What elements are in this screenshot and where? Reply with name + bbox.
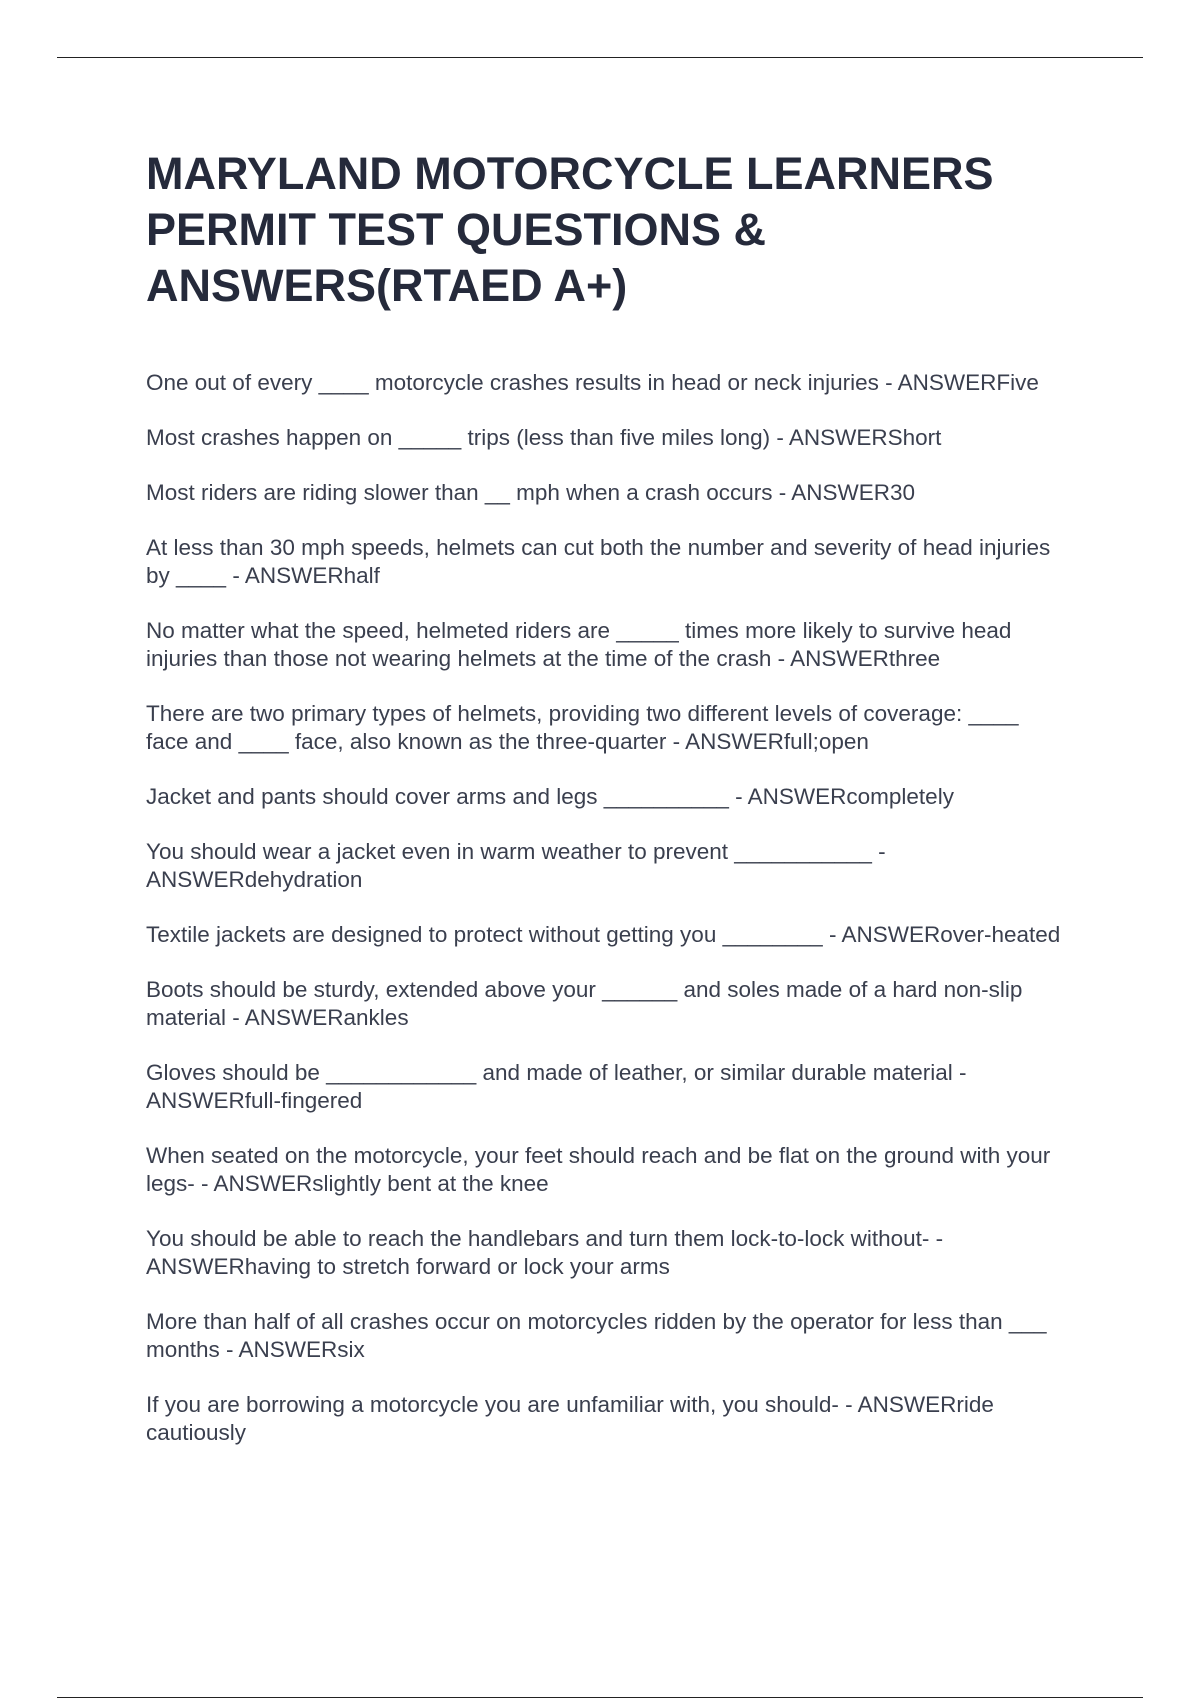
qa-item: Textile jackets are designed to protect without getting you ________ - ANSWERover-heated (146, 922, 1061, 947)
qa-item: At less than 30 mph speeds, helmets can cut both the number and severity of head injuries by ____ - ANSWERhalf (146, 535, 1051, 588)
qa-item: Gloves should be ____________ and made of leather, or similar durable material - ANSWERfull-fingered (146, 1060, 967, 1113)
qa-item: More than half of all crashes occur on motorcycles ridden by the operator for less than ___ months - ANSWERsix (146, 1309, 1047, 1362)
qa-item: You should wear a jacket even in warm weather to prevent ___________ - ANSWERdehydration (146, 839, 886, 892)
qa-item: There are two primary types of helmets, providing two different levels of coverage: ____ face and ____ face, also known as the three-quarter - ANSWERfull;open (146, 701, 1019, 754)
qa-item: Most crashes happen on _____ trips (less than five miles long) - ANSWERShort (146, 425, 942, 450)
qa-item: Jacket and pants should cover arms and legs __________ - ANSWERcompletely (146, 784, 954, 809)
qa-list (146, 369, 1066, 1447)
qa-item: One out of every ____ motorcycle crashes results in head or neck injuries - ANSWERFive (146, 370, 1039, 395)
header-rule (57, 57, 1143, 58)
qa-item: When seated on the motorcycle, your feet should reach and be flat on the ground with your legs- - ANSWERslightly bent at the knee (146, 1143, 1051, 1196)
qa-item: Boots should be sturdy, extended above your ______ and soles made of a hard non-slip material - ANSWERankles (146, 977, 1023, 1030)
page-content (146, 146, 1066, 1474)
document-title: MARYLAND MOTORCYCLE LEARNERS PERMIT TEST QUESTIONS & ANSWERS(RTAED A+) (146, 148, 994, 311)
qa-item: Most riders are riding slower than __ mph when a crash occurs - ANSWER30 (146, 480, 916, 505)
footer-rule (57, 1697, 1143, 1698)
qa-item: If you are borrowing a motorcycle you are unfamiliar with, you should- - ANSWERride cautiously (146, 1392, 994, 1445)
qa-item: No matter what the speed, helmeted riders are _____ times more likely to survive head injuries than those not wearing helmets at the time of the crash - ANSWERthree (146, 618, 1012, 671)
qa-item: You should be able to reach the handlebars and turn them lock-to-lock without- - ANSWERhaving to stretch forward or lock your arms (146, 1226, 944, 1279)
